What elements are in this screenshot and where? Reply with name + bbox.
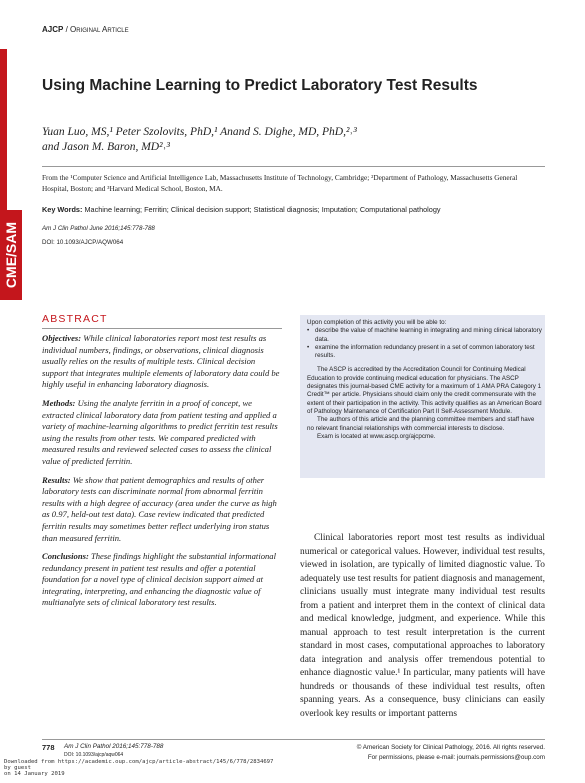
- footer-citation: Am J Clin Pathol 2016;145:778-788: [64, 743, 164, 750]
- cme-objective-item: • describe the value of machine learning in integrating and mining clinical laboratory data.: [314, 327, 542, 344]
- title-divider: [42, 166, 545, 167]
- abstract-heading: ABSTRACT: [42, 313, 108, 325]
- page-number: 778: [42, 743, 55, 752]
- cme-disclosure: The authors of this article and the planning committee members and staff have no relevant financial relationships with commercial interests to disclose.: [307, 416, 535, 432]
- authors-line-2: and Jason M. Baron, MD²˒³: [42, 141, 170, 153]
- affiliations: From the ¹Computer Science and Artificial Intelligence Lab, Massachusetts Institute of Technology, Cambridge; ²Department of Pathology, Massachusetts General Hospital, Boston; and ³Harvard Medical School, Boston, MA.: [42, 173, 518, 193]
- abstract-methods: [42, 398, 282, 468]
- abstract-results: [42, 475, 282, 545]
- methods-label: Methods:: [42, 397, 76, 408]
- article-doi: DOI: 10.1093/AJCP/AQW064: [42, 239, 124, 246]
- methods-text: Using the analyte ferritin in a proof of concept, we extracted clinical laboratory data from patient testing and applied a variety of machine-learning algorithms to predict ferritin test results using the results from other tests. We compared predicted with measured results and reviewed selected cases to assess the clinical value of predicted ferritin.: [42, 397, 278, 466]
- cme-info-text: [307, 319, 542, 441]
- cme-exam-link[interactable]: Exam is located at www.ascp.org/ajcpcme.: [317, 432, 436, 440]
- author-list: [42, 125, 512, 155]
- results-label: Results:: [42, 474, 71, 485]
- conclusions-text: These findings highlight the substantial informational redundancy present in patient test results and offer a potential foundation for a novel type of clinical decision support aimed at integrating, interpreting, and enhancing the diagnostic value of multianalyte sets of clinical laboratory test results.: [42, 551, 276, 608]
- keywords: [42, 205, 542, 215]
- body-column: [300, 532, 545, 721]
- running-header: [42, 25, 129, 34]
- cme-intro: Upon completion of this activity you will be able to:: [307, 319, 447, 326]
- copyright-line: © American Society for Clinical Pathology, 2016. All rights reserved.: [356, 744, 545, 751]
- journal-name: AJCP: [42, 25, 64, 34]
- keywords-label: Key Words:: [42, 205, 83, 214]
- authors-line-1: Yuan Luo, MS,¹ Peter Szolovits, PhD,¹ Anand S. Dighe, MD, PhD,²˒³: [42, 126, 357, 138]
- article-title: Using Machine Learning to Predict Laboratory Test Results: [42, 77, 478, 94]
- cme-objectives-list: [307, 327, 542, 360]
- abstract-objectives: [42, 333, 282, 391]
- download-stamp: Downloaded from https://academic.oup.com/ajcp/article-abstract/145/6/778/2834697 by guest on 14 January 2019: [4, 759, 274, 777]
- abstract-body: [42, 333, 282, 616]
- objectives-label: Objectives:: [42, 333, 82, 343]
- abstract-conclusions: [42, 551, 282, 609]
- footer-divider: [42, 739, 545, 740]
- body-paragraph: Clinical laboratories report most test results as individual numerical or categorical values. However, individual test results, viewed in isolation, are typically of limited diagnostic value. To adequately use test results for patient diagnosis and management, clinicians usually must integrate many individual test results from a patient and interpret them in the context of clinical data and medical knowledge, judgment, and experience. While this manual approach to test result interpretation is the current standard in most cases, computational approaches to laboratory data integration and analysis offer tremendous potential to enhance diagnostic value.¹ In particular, many patients will have hundreds or thousands of these individual test results, often spanning years. As a consequence, busy clinicians can easily overlook key results or important patterns: [300, 533, 545, 719]
- conclusions-label: Conclusions:: [42, 551, 89, 562]
- footer-doi: DOI: 10.1093/ajcp/aqw064: [64, 752, 124, 758]
- keywords-text: Machine learning; Ferritin; Clinical decision support; Statistical diagnosis; Imputation; Computational pathology: [84, 205, 441, 214]
- cme-sam-tab: [0, 210, 22, 300]
- objectives-text: While clinical laboratories report most test results as individual numbers, findings, or observations, clinical diagnosis usually relies on the results of multiple tests. Clinical decision support that integrates multiple elements of laboratory data could be highly useful in enhancing laboratory diagnosis.: [42, 333, 280, 390]
- cme-objective-item: • examine the information redundancy present in a set of common laboratory test results.: [314, 344, 542, 361]
- header-separator: /: [65, 25, 68, 34]
- cme-sam-label: CME/SAM: [3, 221, 19, 289]
- article-section: Original Article: [70, 25, 129, 34]
- permissions-line: For permissions, please e-mail: journals.permissions@oup.com: [367, 754, 545, 761]
- copyright-block: [340, 743, 545, 763]
- results-text: We show that patient demographics and results of other laboratory tests can discriminate normal from abnormal ferritin results with a high degree of accuracy (area under the curve as high as 0.97, held-out test data). Case review indicated that predicted ferritin results may sometimes better reflect underlying iron status than measured ferritin.: [42, 474, 277, 543]
- abstract-divider: [42, 328, 282, 329]
- cme-accreditation: The ASCP is accredited by the Accreditation Council for Continuing Medical Education to provide continuing medical education for physicians. The ASCP designates this journal-based CME activity for a maximum of 1 AMA PRA Category 1 Credit™ per article. Physicians should claim only the credit commensurate with the extent of their participation in the activity. This activity qualifies as an American Board of Pathology Maintenance of Certification Part II Self-Assessment Module.: [307, 366, 542, 415]
- journal-citation: Am J Clin Pathol June 2016;145:778-788: [42, 225, 155, 232]
